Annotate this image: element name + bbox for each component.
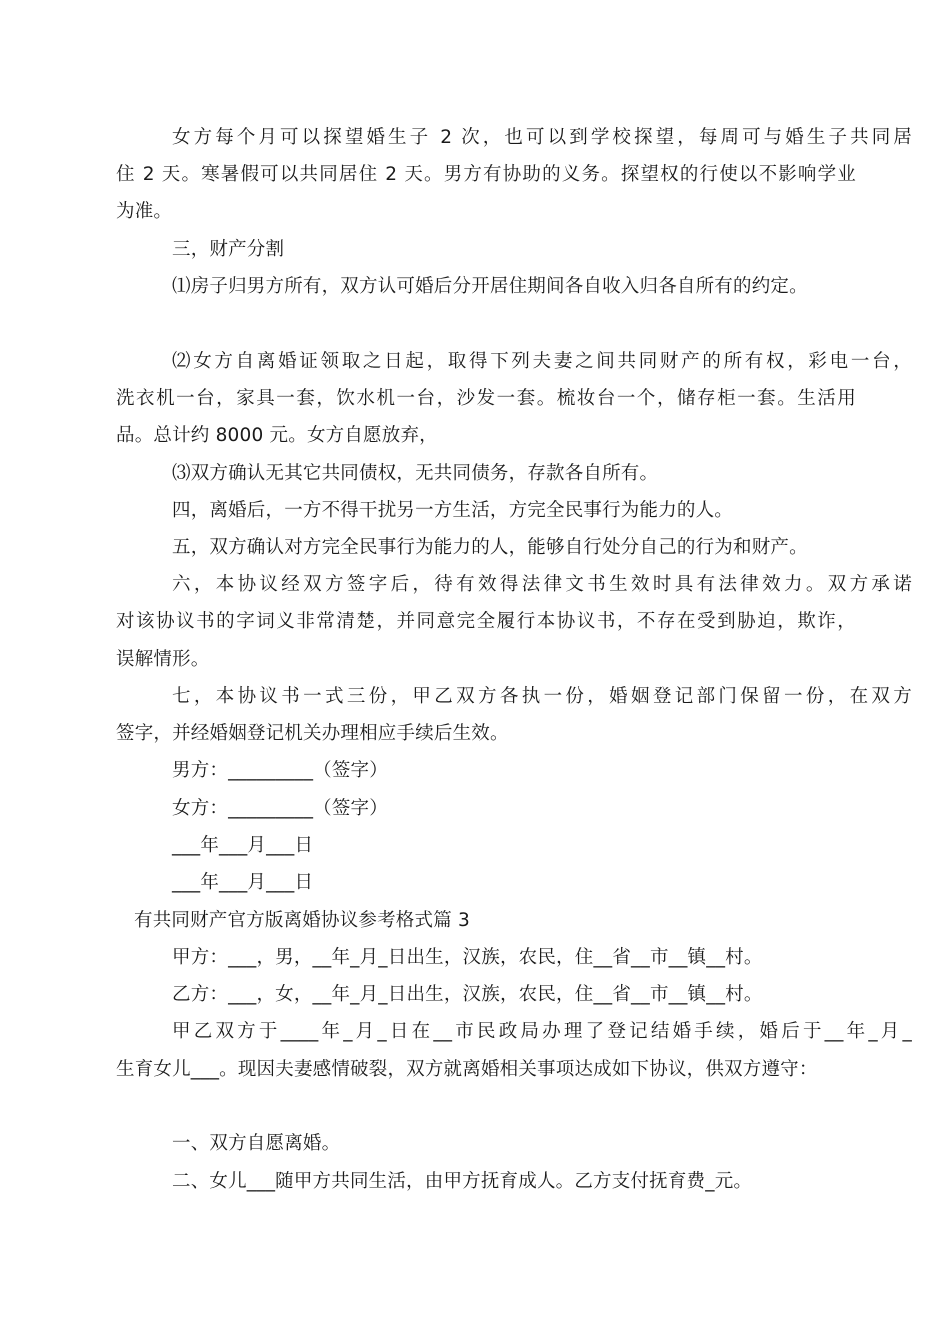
clause-property-2-line-1: ⑵女方自离婚证领取之日起，取得下列夫妻之间共同财产的所有权，彩电一台， (172, 351, 912, 372)
paragraph-visitation-line-3: 为准。 (116, 201, 173, 222)
marriage-background-line-1: 甲乙双方于____年_月_日在__市民政局办理了登记结婚手续，婚后于__年_月_ (172, 1021, 912, 1042)
paragraph-visitation-line-2: 住 2 天。寒暑假可以共同居住 2 天。男方有协助的义务。探望权的行使以不影响学业 (116, 164, 856, 185)
date-line-1: ___年___月___日 (172, 835, 314, 856)
clause-four: 四，离婚后，一方不得干扰另一方生活，方完全民事行为能力的人。 (172, 500, 734, 521)
clause-five: 五，双方确认对方完全民事行为能力的人，能够自行处分自己的行为和财产。 (172, 537, 808, 558)
clause-seven-line-2: 签字，并经婚姻登记机关办理相应手续后生效。 (116, 723, 509, 744)
date-line-2: ___年___月___日 (172, 872, 314, 893)
clause-property-3: ⑶双方确认无其它共同债权，无共同债务，存款各自所有。 (172, 463, 659, 484)
clause-property-2-line-3: 品。总计约 8000 元。女方自愿放弃， (116, 425, 438, 446)
paragraph-visitation-line-1: 女方每个月可以探望婚生子 2 次，也可以到学校探望，每周可与婚生子共同居 (172, 127, 913, 148)
clause-six-line-2: 对该协议书的字词义非常清楚，并同意完全履行本协议书，不存在受到胁迫，欺诈， (116, 611, 856, 632)
clause-six-line-1: 六，本协议经双方签字后，待有效得法律文书生效时具有法律效力。双方承诺 (172, 574, 912, 595)
clause-six-line-3: 误解情形。 (116, 649, 210, 670)
clause-property-1: ⑴房子归男方所有，双方认可婚后分开居住期间各自收入归各自所有的约定。 (172, 276, 808, 297)
clause-seven-line-1: 七，本协议书一式三份，甲乙双方各执一份，婚姻登记部门保留一份，在双方 (172, 686, 912, 707)
section-title-template-3: 有共同财产官方版离婚协议参考格式篇 3 (134, 910, 470, 931)
marriage-background-line-2: 生育女儿___。现因夫妻感情破裂，双方就离婚相关事项达成如下协议，供双方遵守： (116, 1059, 818, 1080)
party-b-info: 乙方：___，女，__年_月_日出生，汉族，农民，住__省__市__镇__村。 (172, 984, 763, 1005)
agreement-clause-two: 二、女儿___随甲方共同生活，由甲方抚育成人。乙方支付抚育费_元。 (172, 1171, 753, 1192)
signature-male: 男方：_________（签字） (172, 760, 388, 781)
party-a-info: 甲方：___，男，__年_月_日出生，汉族，农民，住__省__市__镇__村。 (172, 947, 763, 968)
section-heading-property-division: 三，财产分割 (172, 239, 285, 260)
signature-female: 女方：_________（签字） (172, 798, 388, 819)
agreement-clause-one: 一、双方自愿离婚。 (172, 1133, 341, 1154)
clause-property-2-line-2: 洗衣机一台，家具一套，饮水机一台，沙发一套。梳妆台一个，储存柜一套。生活用 (116, 388, 856, 409)
